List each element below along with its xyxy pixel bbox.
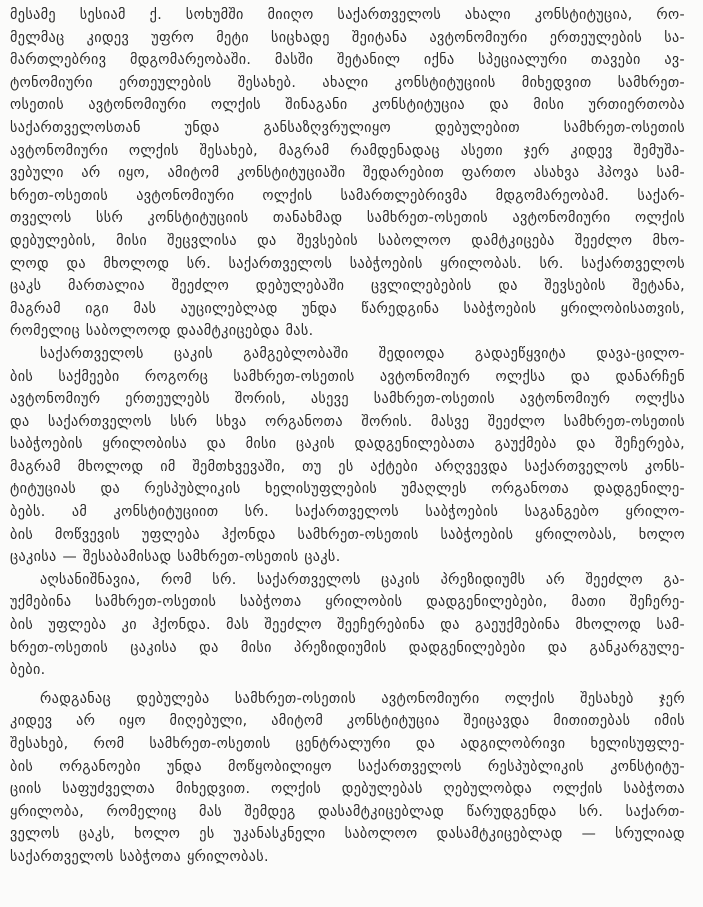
text-line: საქართველოს ცაკის გამგებლობაში შედიოდა გადაეწყვიტა დავა-ცილო- xyxy=(40,345,685,362)
text-line: მესამე სესიამ ქ. სოხუმში მიიღო საქართველოს ახალი კონსტიტუცია, რო- xyxy=(10,7,685,23)
text-line: ციის საფუძველთა მიხედვით. ოლქის დებულებას ღებულობდა ოლქის საბჭოთა xyxy=(10,781,685,798)
text-line: ხრეთ-ოსეთის ცაკისა და მისი პრეზიდიუმის დადგენილებები და განკარგულე- xyxy=(10,639,685,656)
text-line: უქმებინა სამხრეთ-ოსეთის საბჭოთა ყრილობის დადგენილებები, მათი შეჩერე- xyxy=(10,594,685,611)
text-line: ბის უფლება კი ჰქონდა. მას შეეძლო შეეჩერებინა და გაეუქმებინა მხოლოდ სამ- xyxy=(10,617,685,634)
paragraph-1 xyxy=(10,4,685,343)
text-line: ბის საქმეები როგორც სამხრეთ-ოსეთის ავტონომიურ ოლქსა და დანარჩენ xyxy=(10,368,685,385)
text-line: ტონომიური ერთეულების შესახებ. ახალი კონსტიტუციის მიხედვით სამხრეთ- xyxy=(10,74,685,91)
text-line: რადგანაც დებულება სამხრეთ-ოსეთის ავტონომიური ოლქის შესახებ ჯერ xyxy=(40,690,685,707)
paragraph-2 xyxy=(10,343,685,569)
text-line: ავტონომიური ოლქის შესახებ, მაგრამ რამდენადაც ასეთი ჯერ კიდევ შემუშა- xyxy=(10,142,685,159)
text-line: ოსეთის ავტონომიური ოლქის შინაგანი კონსტიტუცია და მისი ურთიერთობა xyxy=(10,97,685,114)
text-line: მაგრამ მხოლოდ იმ შემთხვევაში, თუ ეს აქტები არღვევდა საქართველოს კონს- xyxy=(10,458,685,475)
text-line: მართლებრივ მდგომარეობაში. მასში შეტანილ იქნა სპეციალური თავები ავ- xyxy=(10,52,685,69)
text-line: შესახებ, რომ სამხრეთ-ოსეთის ცენტრალური და ადგილობრივი ხელისუფლე- xyxy=(10,736,685,752)
text-line: რომელიც საბოლოოდ დაამტკიცებდა მას. xyxy=(10,323,314,340)
text-line: ყრილობა, რომელიც მას შემდეგ დასამტკიცებლად წარუდგენდა სრ. საქართ- xyxy=(10,803,685,820)
text-line: აღსანიშნავია, რომ სრ. საქართველოს ცაკის პრეზიდიუმს არ შეეძლო გა- xyxy=(40,571,685,588)
text-line: ლოდ და მხოლოდ სრ. საქართველოს საბჭოების ყრილობას. სრ. საქართველოს xyxy=(10,255,685,272)
text-line: ხრეთ-ოსეთის ავტონომიური ოლქის სამართლებრივმა მდგომარეობამ. საქარ- xyxy=(10,187,685,204)
text-line: ტიტუციას და რესპუბლიკის ხელისუფლების უმაღლეს ორგანოთა დადგენილე- xyxy=(10,481,685,498)
paragraph-3 xyxy=(10,569,685,682)
text-line: ავტონომიურ ერთეულებს შორის, ასევე სამხრეთ-ოსეთის ავტონომიურ ოლქსა xyxy=(10,391,685,408)
text-line: საქართველოსთან უნდა განსაზღვრულიყო დებულებით სამხრეთ-ოსეთის xyxy=(10,119,685,136)
text-line: ბები. xyxy=(10,662,46,679)
text-line: საბჭოების ყრილობისა და მისი ცაკის დადგენილებათა გაუქმება და შეჩერება, xyxy=(10,436,685,453)
text-line: მაგრამ იგი მას აუცილებლად უნდა წარედგინა საბჭოების ყრილობისათვის, xyxy=(10,300,685,317)
text-line: საქართველოს საბჭოთა ყრილობას. xyxy=(10,848,269,865)
paragraph-4 xyxy=(10,688,685,869)
text-line: ბის მოწვევის უფლება ჰქონდა სამხრეთ-ოსეთის საბჭოების ყრილობას, ხოლო xyxy=(10,526,685,543)
text-line: კიდევ არ იყო მიღებული, ამიტომ კონსტიტუცია შეიცავდა მითითებას იმის xyxy=(10,713,685,730)
text-line: დებულების, მისი შეცვლისა და შევსების საბოლოო დამტკიცება შეეძლო მხო- xyxy=(10,232,685,249)
text-line: ველოს ცაკს, ხოლო ეს უკანასკნელი საბოლოო დასამტკიცებლად — სრულიად xyxy=(10,826,685,843)
text-line: თველოს სსრ კონსტიტუციის თანახმად სამხრეთ-ოსეთის ავტონომიური ოლქის xyxy=(10,210,685,227)
text-line: ცაკისა — შესაბამისად სამხრეთ-ოსეთის ცაკს. xyxy=(10,549,341,566)
text-line: ბებს. ამ კონსტიტუციით სრ. საქართველოს საბჭოების საგანგებო ყრილო- xyxy=(10,504,685,521)
text-line: ვებული არ იყო, ამიტომ კონსტიტუციაში შედარებით ფართო ასახვა ჰპოვა სამ- xyxy=(10,165,685,182)
text-line: მელმაც კიდევ უფრო მეტი სიცხადე შეიტანა ავტონომიური ერთეულების სა- xyxy=(10,29,685,46)
text-line: და საქართველოს სსრ სხვა ორგანოთა შორის. მასვე შეეძლო სამხრეთ-ოსეთის xyxy=(10,413,685,430)
text-line: ცაკს მართალია შეეძლო დებულებაში ცვლილებების და შევსების შეტანა, xyxy=(10,278,685,295)
text-line: ბის ორგანოები უნდა მოწყობილიყო საქართველოს რესპუბლიკის კონსტიტუ- xyxy=(10,758,685,775)
